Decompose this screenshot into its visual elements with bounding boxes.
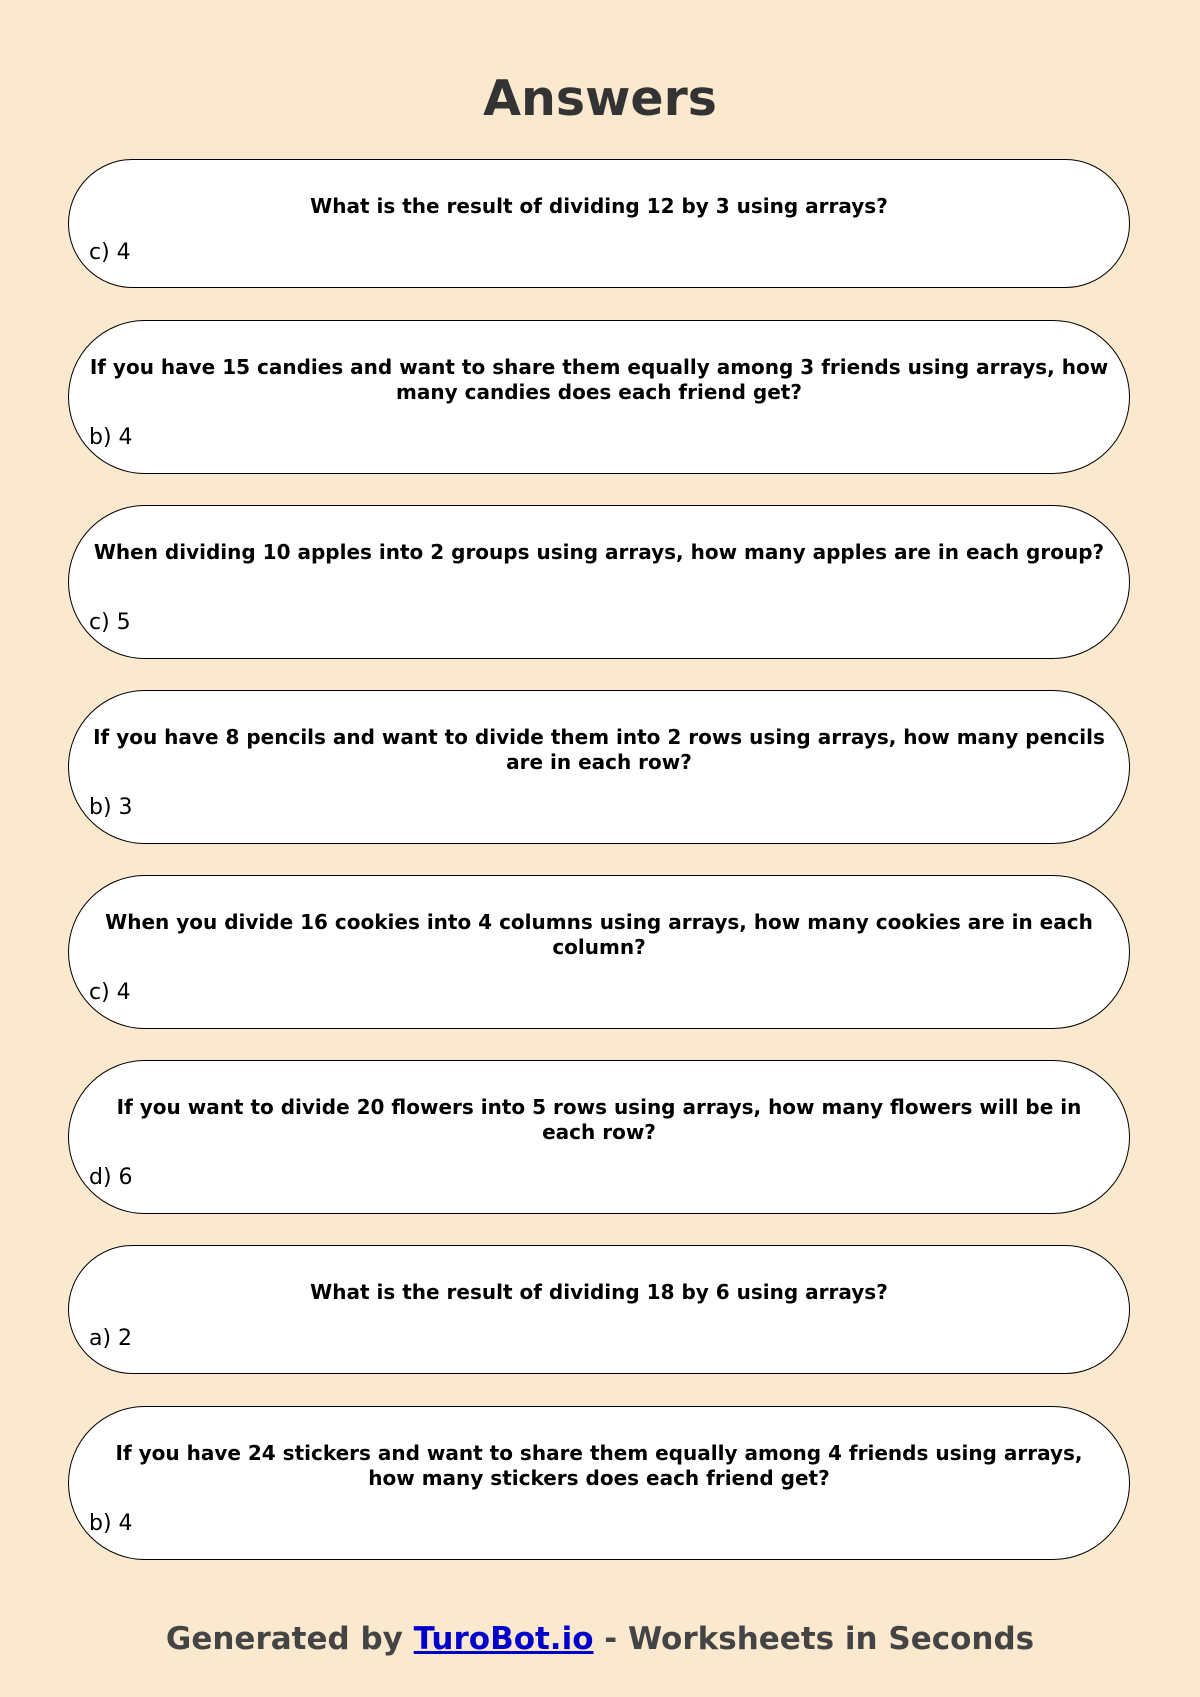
question-text: If you have 15 candies and want to share them equally among 3 friends using arrays, how many candies does each friend get?	[89, 355, 1109, 404]
answer-card-2	[68, 320, 1130, 474]
answer-card-4	[68, 690, 1130, 844]
answer-text: b) 4	[89, 1511, 133, 1536]
question-text: If you want to divide 20 flowers into 5 rows using arrays, how many flowers will be in each row?	[116, 1095, 1082, 1144]
answer-card-3	[68, 505, 1130, 659]
answer-card-5	[68, 875, 1130, 1029]
question-text: What is the result of dividing 18 by 6 using arrays?	[310, 1280, 888, 1304]
answer-text: d) 6	[89, 1165, 133, 1190]
answer-text: a) 2	[89, 1326, 133, 1351]
answer-card-7	[68, 1245, 1130, 1374]
answer-card-8	[68, 1406, 1130, 1560]
question-text: If you have 8 pencils and want to divide them into 2 rows using arrays, how many pencils are in each row?	[93, 725, 1105, 774]
answer-text: b) 4	[89, 425, 133, 450]
footer-suffix: - Worksheets in Seconds	[593, 1621, 1035, 1657]
turobot-link[interactable]: TuroBot.io	[413, 1621, 594, 1657]
answer-text: c) 4	[89, 980, 131, 1005]
question-text: If you have 24 stickers and want to share them equally among 4 friends using arrays, how many stickers does each friend get?	[115, 1441, 1083, 1490]
footer	[0, 1619, 1200, 1659]
answer-text: c) 5	[89, 610, 131, 635]
footer-prefix: Generated by	[165, 1621, 414, 1657]
question-text: When dividing 10 apples into 2 groups using arrays, how many apples are in each group?	[93, 540, 1105, 564]
answer-card-1	[68, 159, 1130, 288]
question-text: When you divide 16 cookies into 4 columns using arrays, how many cookies are in each column?	[105, 910, 1093, 959]
page-title: Answers	[483, 70, 717, 127]
answer-card-6	[68, 1060, 1130, 1214]
answer-text: b) 3	[89, 795, 133, 820]
answer-text: c) 4	[89, 240, 131, 265]
question-text: What is the result of dividing 12 by 3 using arrays?	[310, 194, 888, 218]
